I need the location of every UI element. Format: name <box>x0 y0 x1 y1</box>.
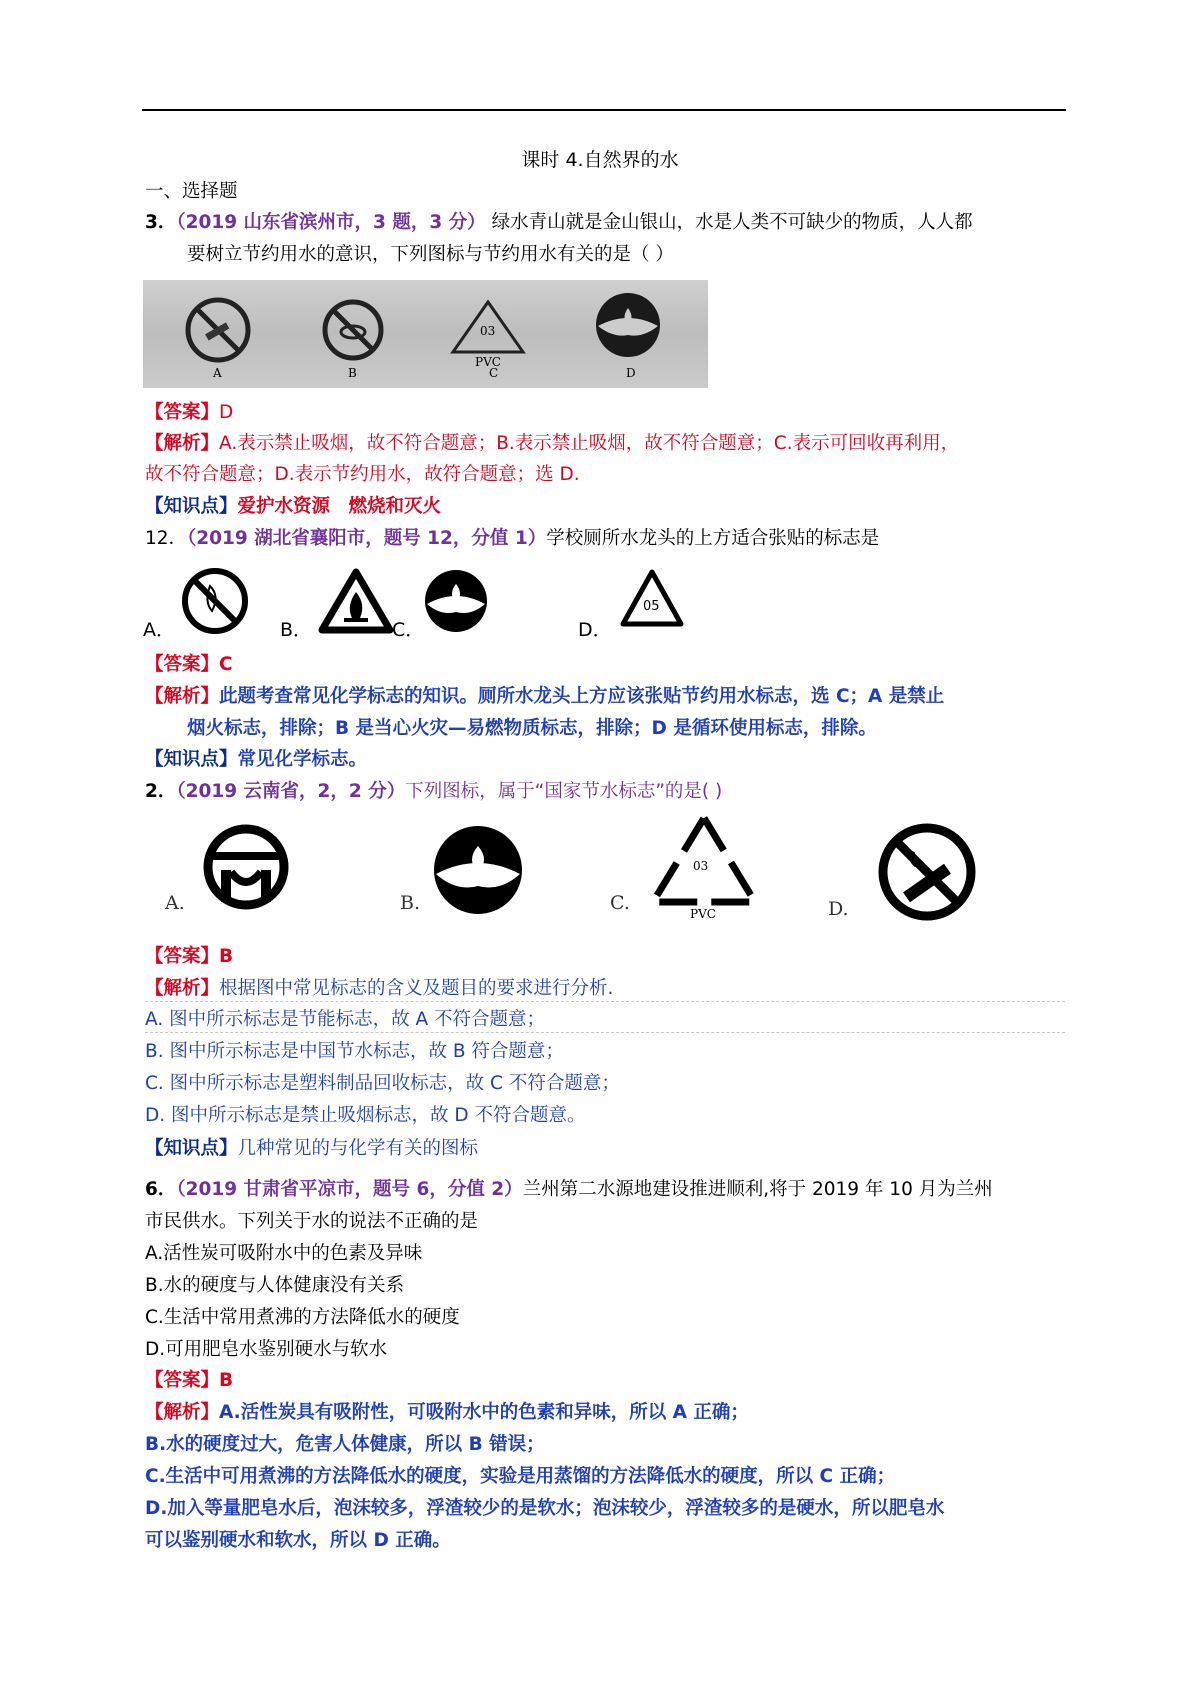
q3-analysis-0 <box>145 976 613 1002</box>
q4-text-2: 市民供水。下列关于水的说法不正确的是 <box>145 1211 479 1232</box>
q1-text-2: 要树立节约用水的意识，下列图标与节约用水有关的是（ ） <box>187 244 674 265</box>
q1-signs-photo <box>143 280 708 388</box>
q2-stem <box>145 526 879 552</box>
q3-analysis-line-d: D. 图中所示标志是禁止吸烟标志，故 D 不符合题意。 <box>145 1105 586 1126</box>
q4-number: 6． <box>145 1179 177 1200</box>
q1-knowledge-text: 爱护水资源 燃烧和灭火 <box>237 496 442 517</box>
q2-recycle-number: 05 <box>643 599 660 614</box>
q1-analysis-2 <box>145 462 580 488</box>
q4-analysis-text-1: A.活性炭具有吸附性，可吸附水中的色素和异味，所以 A 正确； <box>219 1402 749 1423</box>
q2-label-c: C． <box>392 619 425 641</box>
q3-label-b: B. <box>400 892 421 914</box>
q2-analysis-text-1: 此题考查常见化学标志的知识。厕所水龙头上方应该张贴节约用水标志，选 C；A 是禁止 <box>219 686 945 707</box>
q3-answer-value: B <box>219 946 234 967</box>
q3-knowledge-tag: 【知识点】 <box>145 1138 238 1159</box>
q2-knowledge <box>145 747 367 773</box>
q2-analysis-text-2: 烟火标志，排除；B 是当心火灾—易燃物质标志，排除；D 是循环使用标志，排除。 <box>187 718 877 739</box>
page-title: 课时 4.自然界的水 <box>521 149 679 171</box>
q2-knowledge-text: 常见化学标志。 <box>237 749 368 770</box>
q1-answer-tag: 【答案】 <box>145 402 220 423</box>
q4-option-c: C.生活中常用煮沸的方法降低水的硬度 <box>145 1307 460 1328</box>
water-saving-icon <box>421 566 491 636</box>
q1-answer-value: D <box>219 402 234 423</box>
q3-number: 2． <box>145 781 177 802</box>
q4-source: （2019 甘肃省平凉市，题号 6，分值 2） <box>176 1179 523 1200</box>
q3-dashed-rule-1 <box>145 1001 1065 1002</box>
section-heading: 一、选择题 <box>145 181 238 202</box>
q1-text-1: 绿水青山就是金山银山，水是人类不可缺少的物质，人人都 <box>485 212 973 233</box>
q3-knowledge-text: 几种常见的与化学有关的图标 <box>237 1138 479 1159</box>
q3-label-c: C. <box>610 892 630 914</box>
q1-answer <box>145 400 233 426</box>
no-fire-icon <box>180 566 250 636</box>
q1-label-a: A <box>213 366 222 380</box>
q1-analysis-text-1: A.表示禁止吸烟，故不符合题意；B.表示禁止吸烟，故不符合题意；C.表示可回收再利用， <box>219 433 960 454</box>
q3-knowledge <box>145 1136 478 1162</box>
q2-answer-value: C <box>219 654 233 675</box>
q3-analysis-tag: 【解析】 <box>145 978 220 999</box>
q2-number: 12． <box>145 528 188 549</box>
q2-analysis-2 <box>187 716 877 742</box>
q4-answer <box>145 1368 233 1394</box>
q4-text-1: 兰州第二水源地建设推进顺利,将于 2019 年 10 月为兰州 <box>522 1179 993 1200</box>
q2-answer <box>145 652 233 678</box>
q2-label-b: B． <box>280 619 313 641</box>
q3-pvc-text: PVC <box>690 907 716 921</box>
q1-pvc-text: PVC <box>475 355 501 369</box>
q2-analysis-tag: 【解析】 <box>145 686 220 707</box>
q3-recycle-number: 03 <box>693 859 709 873</box>
q3-source: （2019 云南省，2，2 分） <box>176 781 406 802</box>
q4-stem <box>145 1177 993 1203</box>
q2-text: 学校厕所水龙头的上方适合张贴的标志是 <box>546 528 880 549</box>
q2-analysis-1 <box>145 684 944 710</box>
q1-source: （2019 山东省滨州市，3 题，3 分） <box>176 212 486 233</box>
q3-label-a: A. <box>165 892 185 914</box>
header-rule <box>142 109 1066 111</box>
q1-signs-svg <box>143 280 708 388</box>
q4-analysis-3: C.生活中可用煮沸的方法降低水的硬度，实验是用蒸馏的方法降低水的硬度，所以 C 正确； <box>145 1466 896 1487</box>
energy-saving-icon <box>203 822 289 912</box>
q1-analysis-tag: 【解析】 <box>145 433 220 454</box>
q1-analysis-text-2: 故不符合题意；D.表示节约用水，故符合题意；选 D. <box>145 464 580 485</box>
q3-label-d: D. <box>828 898 849 920</box>
q2-answer-tag: 【答案】 <box>145 654 220 675</box>
q1-label-c: C <box>489 366 499 380</box>
q1-analysis-1 <box>145 431 959 457</box>
q4-option-a: A.活性炭可吸附水中的色素及异味 <box>145 1243 423 1264</box>
q2-knowledge-tag: 【知识点】 <box>145 749 238 770</box>
q1-knowledge-tag: 【知识点】 <box>145 496 238 517</box>
q4-answer-value: B <box>219 1370 234 1391</box>
recycle-pvc-icon <box>645 810 763 922</box>
q2-label-d: D． <box>578 619 612 641</box>
q4-option-b: B.水的硬度与人体健康没有关系 <box>145 1275 405 1296</box>
q3-analysis-line-b: B. 图中所示标志是中国节水标志，故 B 符合题意； <box>145 1041 564 1062</box>
q1-number: 3． <box>145 212 177 233</box>
q4-answer-tag: 【答案】 <box>145 1370 220 1391</box>
q3-analysis-line-c: C. 图中所示标志是塑料制品回收标志，故 C 不符合题意； <box>145 1073 620 1094</box>
q3-stem <box>145 779 722 805</box>
q1-label-d: D <box>626 366 636 380</box>
q3-answer <box>145 944 233 970</box>
q3-dashed-rule-2 <box>145 1032 1065 1033</box>
q1-label-b: B <box>348 366 357 380</box>
q3-analysis-line-a: A. 图中所示标志是节能标志，故 A 不符合题意； <box>145 1009 546 1030</box>
no-smoking-icon <box>872 822 982 922</box>
q3-analysis-text-0: 根据图中常见标志的含义及题目的要求进行分析. <box>219 978 614 999</box>
q4-analysis-2: B.水的硬度过大，危害人体健康，所以 B 错误； <box>145 1434 545 1455</box>
q1-knowledge <box>145 494 441 520</box>
q3-text: 下列图标，属于“国家节水标志”的是( ) <box>405 781 723 802</box>
q1-recycle-number: 03 <box>480 324 496 338</box>
q2-source: （2019 湖北省襄阳市，题号 12，分值 1） <box>187 528 547 549</box>
q2-label-a: A． <box>143 619 175 641</box>
flammable-warning-icon <box>318 566 394 636</box>
recycle-icon <box>617 566 687 634</box>
q4-option-d: D.可用肥皂水鉴别硬水与软水 <box>145 1339 388 1360</box>
no-smoking-icon-b <box>325 302 381 358</box>
q3-answer-tag: 【答案】 <box>145 946 220 967</box>
q1-stem <box>145 210 973 236</box>
q4-analysis-tag: 【解析】 <box>145 1402 220 1423</box>
water-saving-icon <box>430 822 526 918</box>
q4-analysis-1 <box>145 1400 749 1426</box>
water-saving-icon <box>596 293 660 357</box>
q4-analysis-4: D.加入等量肥皂水后，泡沫较多，浮渣较少的是软水；泡沫较少，浮渣较多的是硬水，所以肥皂水 <box>145 1498 945 1519</box>
q4-analysis-5: 可以鉴别硬水和软水，所以 D 正确。 <box>145 1530 451 1551</box>
no-smoking-icon <box>188 300 248 360</box>
